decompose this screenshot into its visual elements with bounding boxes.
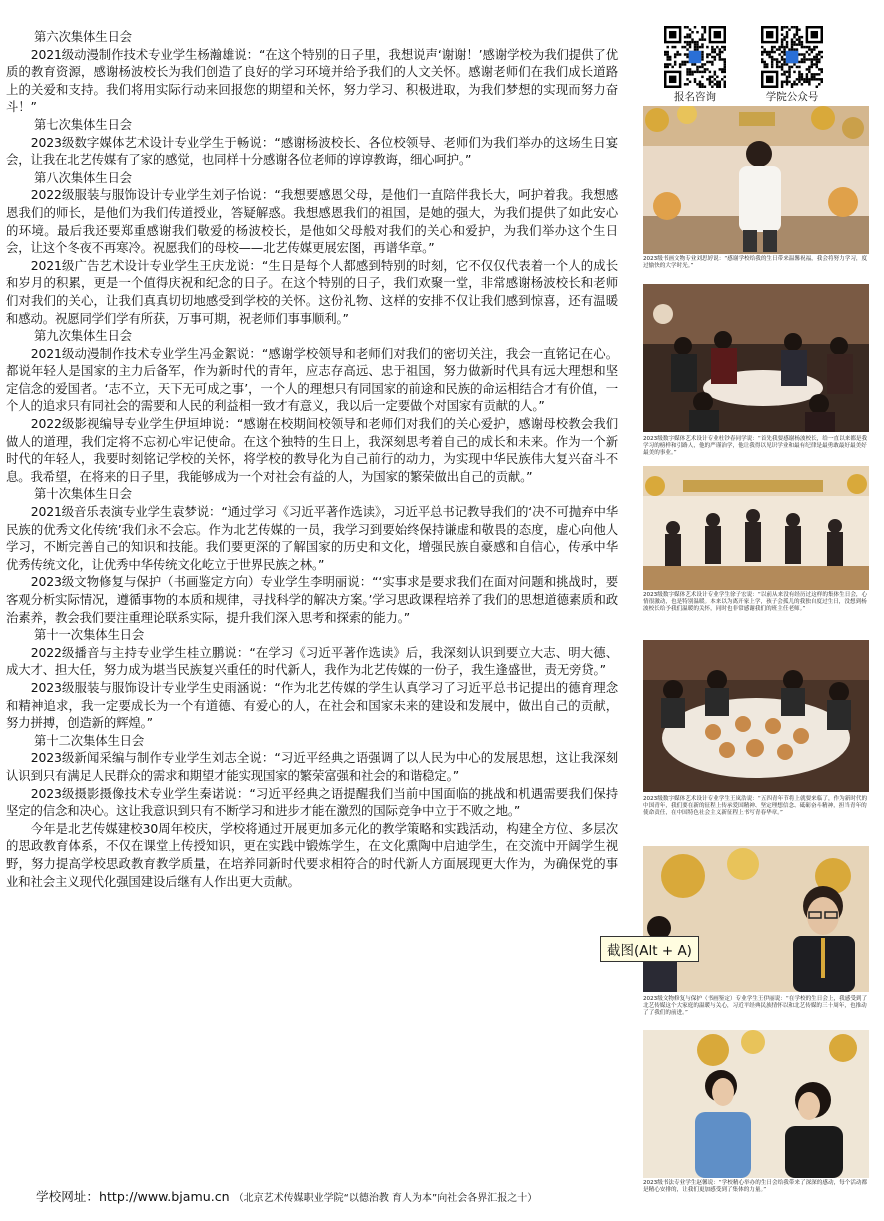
quote-paragraph: 2022级服装与服饰设计专业学生刘子怡说：“我想要感恩父母，是他们一直陪伴我长大，呵护着我。我想感恩我们的师长，是他们为我们传道授业，答疑解惑。我想感恩我们的祖国，是她的强大，为我们提供了如此安心的环境。最后我还要郑重感谢我们敬爱的杨波校长，是他如父母般对我们的关心和爱护，为我们举办这个生日会，让这个冬夜不再寒冷。祝愿我们的母校——北艺传媒更展宏图，再谱华章。” [6, 187, 618, 256]
quote-paragraph: 2023级服装与服饰设计专业学生史雨涵说：“作为北艺传媒的学生认真学习了习近平总书记提出的德育理念和精神追求，我一定要成长为一个有道德、有爱心的人，在社会和国家未来的建设和发展中，做出自己的贡献，努力拼搏，创造新的辉煌。” [6, 679, 618, 731]
quote-paragraph: 2021级动漫制作技术专业学生杨瀚雄说：“在这个特别的日子里，我想说声‘谢谢！’感谢学校为我们提供了优质的教育资源，感谢杨波校长为我们创造了良好的学习环境并给予我们的人文关怀。感谢老师们在我们成长道路上的关爱和支持。我们将用实际行动来回报您的期望和关怀，努力学习、积极进取，为我们梦想的实现而努力奋斗！” [6, 46, 618, 115]
caption-3: 2023级数字媒体艺术设计专业学生徐子宏说：“以前从来没有经历过这样的集体生日会，心情很激动，也是特别温暖。本来以为离开家上学，孩子会孤儿的我独自度过生日，没想到杨波校长给予我们温暖的关怀，同时也非常感谢我们的班主任老师。” [643, 592, 868, 613]
quote-paragraph: 2021级广告艺术设计专业学生王庆龙说：“生日是每个人都感到特别的时刻，它不仅仅代表着一个人的成长和岁月的积累，更是一个值得庆祝和纪念的日子。在这个特别的日子，我们欢聚一堂，非常感谢杨波校长和老师们对我们的关心，让我们真真切切地感受到学校的关怀。这份礼物、这样的安排不仅让我们感到惊喜，还有温暖和感动。祝愿同学们学有所获，万事可期，祝老师们事事顺利。” [6, 257, 618, 326]
photo-birthday-circle [643, 466, 869, 590]
quote-paragraph: 2022级影视编导专业学生伊垣坤说：“感谢在校期间校领导和老师们对我们的关心爱护，感谢母校教会我们做人的道理，我们定将不忘初心牢记使命。在这个独特的生日上，我深刻思考着自己的成长和未来。作为一个新时代的年轻人，我要时刻铭记学校的关怀，将学校的教导化为自己前行的动力，为实现中华民族伟大复兴奋斗不息。我希望，在将来的日子里，我能够成为一个对社会有益的人，为国家的繁荣做出自己的贡献。” [6, 416, 618, 484]
qr-registration[interactable] [660, 26, 730, 104]
caption-1: 2023级书画文物专业刘思婷说：“感谢学校给我的生日带来温馨祝福，我会将努力学习，度过愉快的大学时光。” [643, 256, 868, 270]
section-heading: 第十一次集体生日会 [34, 627, 145, 643]
school-website-footer [36, 1186, 537, 1205]
section-heading: 第六次集体生日会 [34, 29, 132, 44]
screenshot-shortcut-tooltip: 截图(Alt + A) [600, 936, 699, 962]
section-heading: 第十二次集体生日会 [34, 732, 145, 748]
photo-two-women [643, 1030, 869, 1178]
section-heading: 第九次集体生日会 [34, 328, 132, 344]
quote-paragraph: 2021级动漫制作技术专业学生冯金絮说：“感谢学校领导和老师们对我们的密切关注，我会一直铭记在心。都说年轻人是国家的主力后备军，作为新时代的青年，应志存高远、忠于祖国，努力做新时代具有远大理想和坚定信念的爱国者。‘志不立，天下无可成之事’，一个人的理想只有同国家的前途和民族的命运相结合才有价值，一个人的追求只有同社会的需要和人民的利益相一致才有意义，我以后一定要做个对国家有贡献的人。” [6, 345, 618, 414]
section-heading: 第八次集体生日会 [34, 169, 132, 185]
quote-paragraph: 2023级摄影摄像技术专业学生秦诺说：“习近平经典之语提醒我们当前中国面临的挑战和机遇需要我们保持坚定的信念和决心。这让我意识到只有不断学习和进步才能在激烈的国际竞争中立于不败之地。” [6, 785, 618, 819]
qr-label-official-account: 学院公众号 [765, 91, 819, 103]
quote-paragraph: 2023级新闻采编与制作专业学生刘志全说：“习近平经典之语强调了以人民为中心的发展思想，这让我深刻认识到只有满足人民群众的需求和期望才能实现国家的繁荣富强和社会的和谐稳定。” [6, 750, 618, 783]
photo-group-table [643, 284, 869, 432]
quote-paragraph: 2021级音乐表演专业学生袁梦说：“通过学习《习近平著作选读》，习近平总书记教导我们的‘决不可抛弃中华民族的优秀文化传统’我们永不会忘。作为北艺传媒的一员，我学习到要始终保持谦虚和敬畏的态度，虚心向他人学习，不断完善自己的知识和技能。我们要更深的了解国家的历史和文化，增强民族自豪感和自信心，传承中华优秀传统文化，让优秀中华传统文化屹立于世界民族之林。” [6, 504, 618, 572]
caption-2: 2023级数字媒体艺术设计专业杜钞春同学说：“首先我要感谢杨波校长，给一直以来都是我学习的榜样和引路人，他的严谨治学，他让我得以见识学业和最有纪律是最勇敢最好最美好最美的事业。” [643, 436, 868, 457]
quote-paragraph: 2023级数字媒体艺术设计专业学生于畅说：“感谢杨波校长、各位校领导、老师们为我们举办的这场生日宴会，让我在北艺传媒有了家的感觉，也同样十分感谢各位老师的谆谆教诲，细心呵护。” [6, 134, 618, 168]
quote-paragraph: 2022级播音与主持专业学生桂立鹏说：“在学习《习近平著作选读》后，我深刻认识到要立大志、明大德、成大才、担大任，努力成为堪当民族复兴重任的时代新人，我作为北艺传媒的一份子，我生逢盛世，责无旁贷。” [6, 644, 618, 678]
section-heading: 第十次集体生日会 [34, 486, 132, 502]
caption-5: 2023级文物修复与保护（书画鉴定）专业学生王伊丽说：“在学校的生日会上，我感受到了北艺传媒这个大家庭的温暖与关心，习近平经典民族情怀以和北艺传媒的三十周年，也推动了了我们的前进。” [643, 996, 868, 1017]
report-note: （北京艺术传媒职业学院“以德治教 育人为本”向社会各界汇报之十） [233, 1193, 538, 1204]
caption-6: 2023级书法专业学生赵馨说：“学校精心举办的生日会给我带来了深深的感动，每个活动都是精心安排的，让我们更加感受到了集体的力量。” [643, 1180, 868, 1194]
photo-dinner-table [643, 640, 869, 792]
quote-paragraph: 2023级文物修复与保护（书画鉴定方向）专业学生李明丽说：“‘实事求是要求我们在面对问题和挑战时，要客观分析实际情况，遵循事物的本质和规律，寻找科学的解决方案。’学习思政课程培养了我们的思想道德素质和政治素养，教会我们要注重理论联系实际，提升我们深入思考和探索的能力。” [6, 574, 618, 625]
photo-student-and-man [643, 846, 869, 992]
website-label: 学校网址：http://www.bjamu.cn [36, 1189, 230, 1204]
section-heading: 第七次集体生日会 [34, 116, 132, 132]
qr-code-icon [664, 26, 726, 88]
qr-label-registration: 报名咨询 [674, 91, 716, 103]
caption-4: 2023级数字媒体艺术设计专业学生王岚浩说：“五四青年节将上就要来临了，作为新时代的中国青年，我们要在新的征程上传承爱国精神、坚定理想信念、砥砺奋斗精神，担当青年的使命责任，在中国特色社会主义新征程上书写青春华章。” [643, 796, 868, 817]
quote-paragraph: 今年是北艺传媒建校30周年校庆，学校将通过开展更加多元化的教学策略和实践活动，构建全方位、多层次的思政教育体系，不仅在课堂上传授知识，更在实践中锻炼学生，在文化熏陶中启迪学生，在交流中开阔学生视野，努力提高学校思政教育教学质量，在培养同新时代要求相符合的时代新人方面展现更大作为，为确保党的事业和社会主义现代化强国建设后继有人作出更大贡献。 [6, 820, 618, 889]
photo-student-balloons [643, 106, 869, 254]
article-body [6, 28, 618, 890]
qr-code-icon [761, 26, 823, 88]
qr-official-account[interactable] [757, 26, 827, 104]
